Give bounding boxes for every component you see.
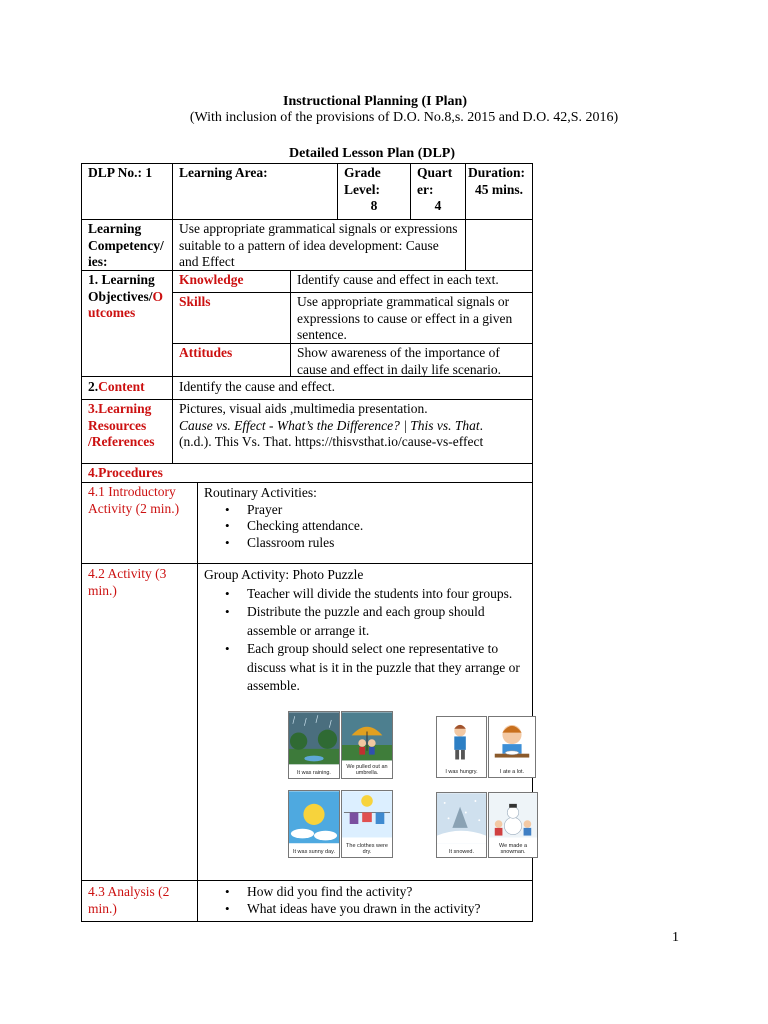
attitudes-text-cell <box>290 343 533 377</box>
competency-label: Learning Competency/ ies: <box>88 221 164 269</box>
content-number: 2. <box>88 379 99 394</box>
puzzle-picture-sunny <box>288 790 340 858</box>
knowledge-text-cell <box>290 270 533 293</box>
procedures-label-cell <box>81 463 533 483</box>
competency-text-cell <box>172 219 466 271</box>
duration-label: Duration: <box>468 165 525 180</box>
sun-scene-icon <box>289 791 339 857</box>
list-item: • Each group should select one representative to discuss what is it in the puzzle that they arrange or assemble. <box>247 640 526 696</box>
activity-label-cell <box>81 563 198 881</box>
grade-level-label: Grade Level: <box>344 165 381 197</box>
duration-value: 45 mins. <box>474 181 523 197</box>
skills-text: Use appropriate grammatical signals or expressions to cause or effect in a given sentence. <box>297 294 513 342</box>
caption-umbrella: We pulled out an umbrella. <box>346 764 388 776</box>
puzzle-picture-snowman <box>488 792 538 858</box>
list-item: • Prayer <box>247 502 526 519</box>
activity-list <box>204 585 526 696</box>
puzzle-picture-hungry <box>436 716 487 778</box>
list-item: • How did you find the activity? <box>247 884 526 901</box>
content-text-cell <box>172 376 533 400</box>
resources-line-1: Pictures, visual aids ,multimedia presentation. <box>179 401 428 416</box>
attitudes-text: Show awareness of the importance of cause and effect in daily life scenario. <box>297 345 502 377</box>
page-number: 1 <box>672 930 679 945</box>
caption-clothes: The clothes were dry. <box>346 843 388 855</box>
analysis-label: 4.3 Analysis (2 min.) <box>88 884 170 916</box>
intro-activity-label: 4.1 Introductory Activity (2 min.) <box>88 484 180 516</box>
caption-sunny: It was sunny day. <box>292 849 336 855</box>
duration-cell <box>465 163 533 220</box>
competency-label-cell <box>81 219 173 271</box>
analysis-label-cell <box>81 880 198 922</box>
document-title: Instructional Planning (I Plan) <box>283 94 467 109</box>
list-item: • Teacher will divide the students into four groups. <box>247 585 526 604</box>
caption-hungry: I was hungry. <box>445 769 478 775</box>
skills-text-cell <box>290 292 533 344</box>
list-item: • Classroom rules <box>247 535 526 552</box>
puzzle-picture-snowed <box>436 792 487 858</box>
resources-label: 3.Learning Resources /References <box>88 401 155 449</box>
learning-area-label: Learning Area: <box>179 165 268 180</box>
knowledge-label: Knowledge <box>179 272 244 287</box>
hungry-boy-icon <box>437 717 486 777</box>
learning-area-cell <box>172 163 338 220</box>
list-item: • Checking attendance. <box>247 518 526 535</box>
quarter-value: 4 <box>434 198 442 213</box>
caption-snowed: It snowed. <box>448 849 475 855</box>
grade-level-cell <box>337 163 411 220</box>
resources-text-cell <box>172 399 533 464</box>
document-subtitle: (With inclusion of the provisions of D.O. No.8,s. 2015 and D.O. 42,S. 2016) <box>189 110 619 125</box>
caption-ate: I ate a lot. <box>499 769 525 775</box>
puzzle-picture-clothes <box>341 790 393 858</box>
objectives-outcomes-label: O utcomes <box>88 288 163 320</box>
attitudes-label: Attitudes <box>179 345 233 360</box>
resources-citation-period: . <box>479 417 484 433</box>
list-item: • Distribute the puzzle and each group should assemble or arrange it. <box>247 603 526 640</box>
dlp-number: DLP No.: 1 <box>88 165 153 180</box>
objectives-label-cell <box>81 270 173 377</box>
resources-label-cell <box>81 399 173 464</box>
competency-text: Use appropriate grammatical signals or expressions suitable to a pattern of idea development: Cause and Effect <box>179 221 458 269</box>
eating-boy-icon <box>489 717 535 777</box>
analysis-content-cell <box>197 880 533 922</box>
intro-activity-label-cell <box>81 482 198 564</box>
skills-label: Skills <box>179 294 211 309</box>
intro-activity-heading: Routinary Activities: <box>204 485 317 500</box>
caption-raining: It was raining. <box>297 770 331 776</box>
skills-label-cell <box>172 292 291 344</box>
quarter-cell <box>410 163 466 220</box>
intro-activity-list <box>204 502 526 552</box>
intro-activity-content-cell <box>197 482 533 564</box>
attitudes-label-cell <box>172 343 291 377</box>
resources-line-2 <box>179 418 526 435</box>
knowledge-text: Identify cause and effect in each text. <box>297 272 499 287</box>
puzzle-picture-umbrella <box>341 711 393 779</box>
content-label: Content <box>98 379 145 394</box>
activity-heading: Group Activity: Photo Puzzle <box>204 567 364 582</box>
list-item: • What ideas have you drawn in the activity? <box>247 901 526 918</box>
activity-label: 4.2 Activity (3 min.) <box>88 566 167 598</box>
quarter-label: Quart er: <box>417 165 453 197</box>
procedures-label: 4.Procedures <box>88 465 163 480</box>
caption-snowman: We made a snowman. <box>498 843 528 855</box>
snow-scene-icon <box>437 793 486 857</box>
dlp-number-cell <box>81 163 173 220</box>
puzzle-picture-ate <box>488 716 536 778</box>
analysis-list <box>204 884 526 917</box>
competency-empty-cell <box>465 219 533 271</box>
puzzle-picture-raining <box>288 711 340 779</box>
objectives-label: 1. Learning Objectives/ <box>88 272 155 304</box>
content-text: Identify the cause and effect. <box>179 379 336 394</box>
resources-line-3: (n.d.). This Vs. That. https://thisvsthat.io/cause-vs-effect <box>179 434 484 449</box>
dlp-title: Detailed Lesson Plan (DLP) <box>288 146 456 161</box>
grade-level-value: 8 <box>370 198 378 213</box>
resources-citation-title: Cause vs. Effect - What’s the Difference? | This vs. That <box>179 417 480 433</box>
rain-scene-icon <box>289 712 339 778</box>
knowledge-label-cell <box>172 270 291 293</box>
content-label-cell <box>81 376 173 400</box>
